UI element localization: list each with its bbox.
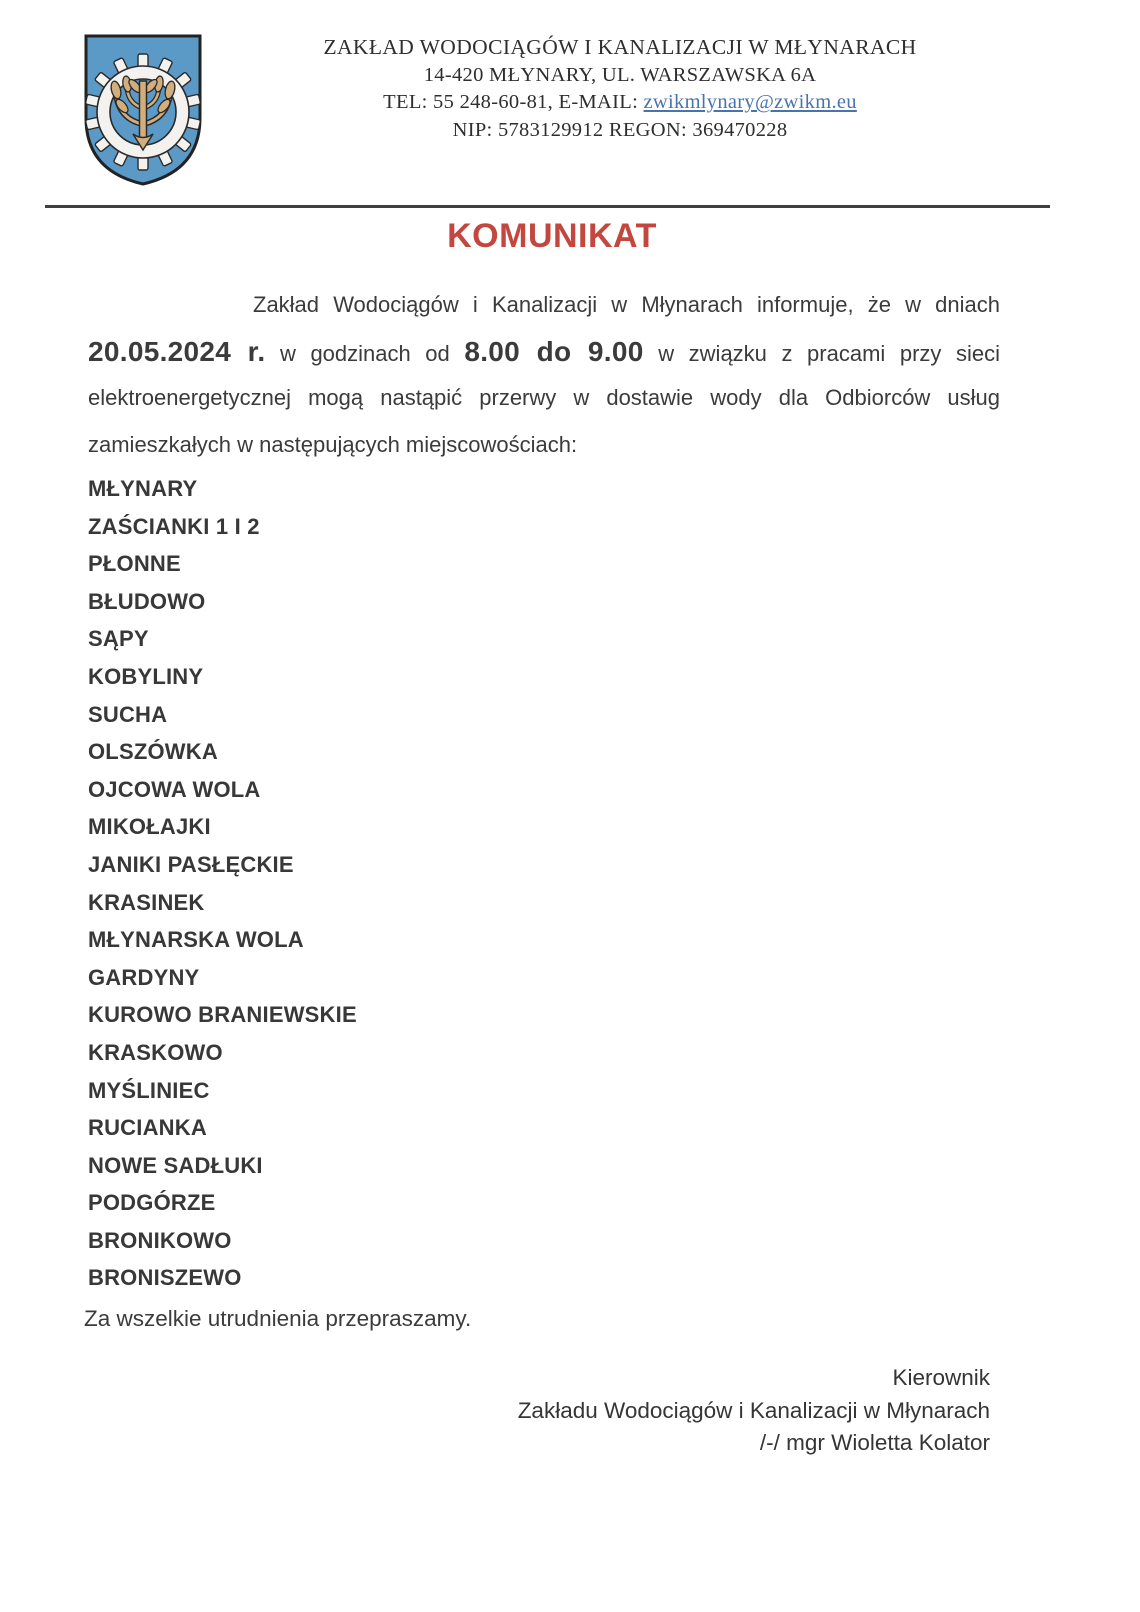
list-item: ZAŚCIANKI 1 I 2: [88, 513, 260, 539]
apology-line: Za wszelkie utrudnienia przepraszamy.: [84, 1306, 472, 1331]
list-item: KRASINEK: [88, 889, 205, 915]
org-contact-line: [240, 89, 1000, 117]
notice-date: 20.05.2024 r.: [88, 335, 266, 367]
email-link[interactable]: zwikmlynary@zwikm.eu: [643, 91, 857, 113]
paragraph-line: zamieszkałych w następujących miejscowościach:: [88, 431, 578, 457]
list-item: JANIKI PASŁĘCKIE: [88, 851, 294, 877]
signature-name: /-/ mgr Wioletta Kolator: [759, 1430, 990, 1455]
list-item: MŁYNARSKA WOLA: [88, 927, 304, 953]
list-item: GARDYNY: [88, 964, 200, 990]
signature-organization: Zakładu Wodociągów i Kanalizacji w Młynarach: [517, 1397, 990, 1423]
notice-hours: 8.00 do 9.00: [464, 335, 644, 367]
notice-paragraph: [88, 282, 1000, 468]
signature-block: [518, 1362, 990, 1460]
list-item: SUCHA: [88, 701, 168, 727]
list-item: RUCIANKA: [88, 1115, 207, 1141]
list-item: BRONISZEWO: [88, 1265, 242, 1291]
list-item: KRASKOWO: [88, 1039, 223, 1065]
paragraph-text: w godzinach od: [279, 340, 450, 366]
list-item: NOWE SADŁUKI: [88, 1152, 263, 1178]
list-item: PŁONNE: [88, 551, 181, 577]
mlynary-coat-of-arms-icon: [78, 28, 208, 191]
org-registry: NIP: 5783129912 REGON: 369470228: [452, 118, 788, 141]
signature-role: Kierownik: [892, 1365, 990, 1390]
paragraph-line: elektroenergetycznej mogą nastąpić przerwy w dostawie wody dla Odbiorców usług: [88, 385, 1000, 410]
list-item: MŁYNARY: [88, 476, 198, 501]
list-item: MYŚLINIEC: [88, 1077, 210, 1103]
tel-email-label: TEL: 55 248-60-81, E-MAIL:: [383, 91, 639, 113]
list-item: BRONIKOWO: [88, 1227, 232, 1253]
list-item: MIKOŁAJKI: [88, 814, 211, 840]
list-item: BŁUDOWO: [88, 588, 206, 614]
org-address: 14-420 MŁYNARY, UL. WARSZAWSKA 6A: [423, 63, 817, 86]
letterhead: [240, 34, 1000, 144]
list-item: KUROWO BRANIEWSKIE: [88, 1002, 357, 1028]
list-item: PODGÓRZE: [88, 1190, 216, 1216]
paragraph-line: Zakład Wodociągów i Kanalizacji w Młynarach informuje, że w dniach: [253, 292, 1000, 317]
list-item: KOBYLINY: [88, 663, 204, 689]
header-divider: [45, 205, 1050, 208]
paragraph-line: [88, 329, 1000, 376]
org-name: ZAKŁAD WODOCIĄGÓW I KANALIZACJI W MŁYNARACH: [323, 35, 917, 59]
list-item: OJCOWA WOLA: [88, 776, 261, 802]
list-item: OLSZÓWKA: [88, 739, 218, 765]
paragraph-text: w związku z pracami przy sieci: [658, 340, 1001, 366]
page-title: KOMUNIKAT: [447, 217, 657, 255]
locations-list: [88, 470, 357, 1297]
list-item: SĄPY: [88, 626, 149, 652]
